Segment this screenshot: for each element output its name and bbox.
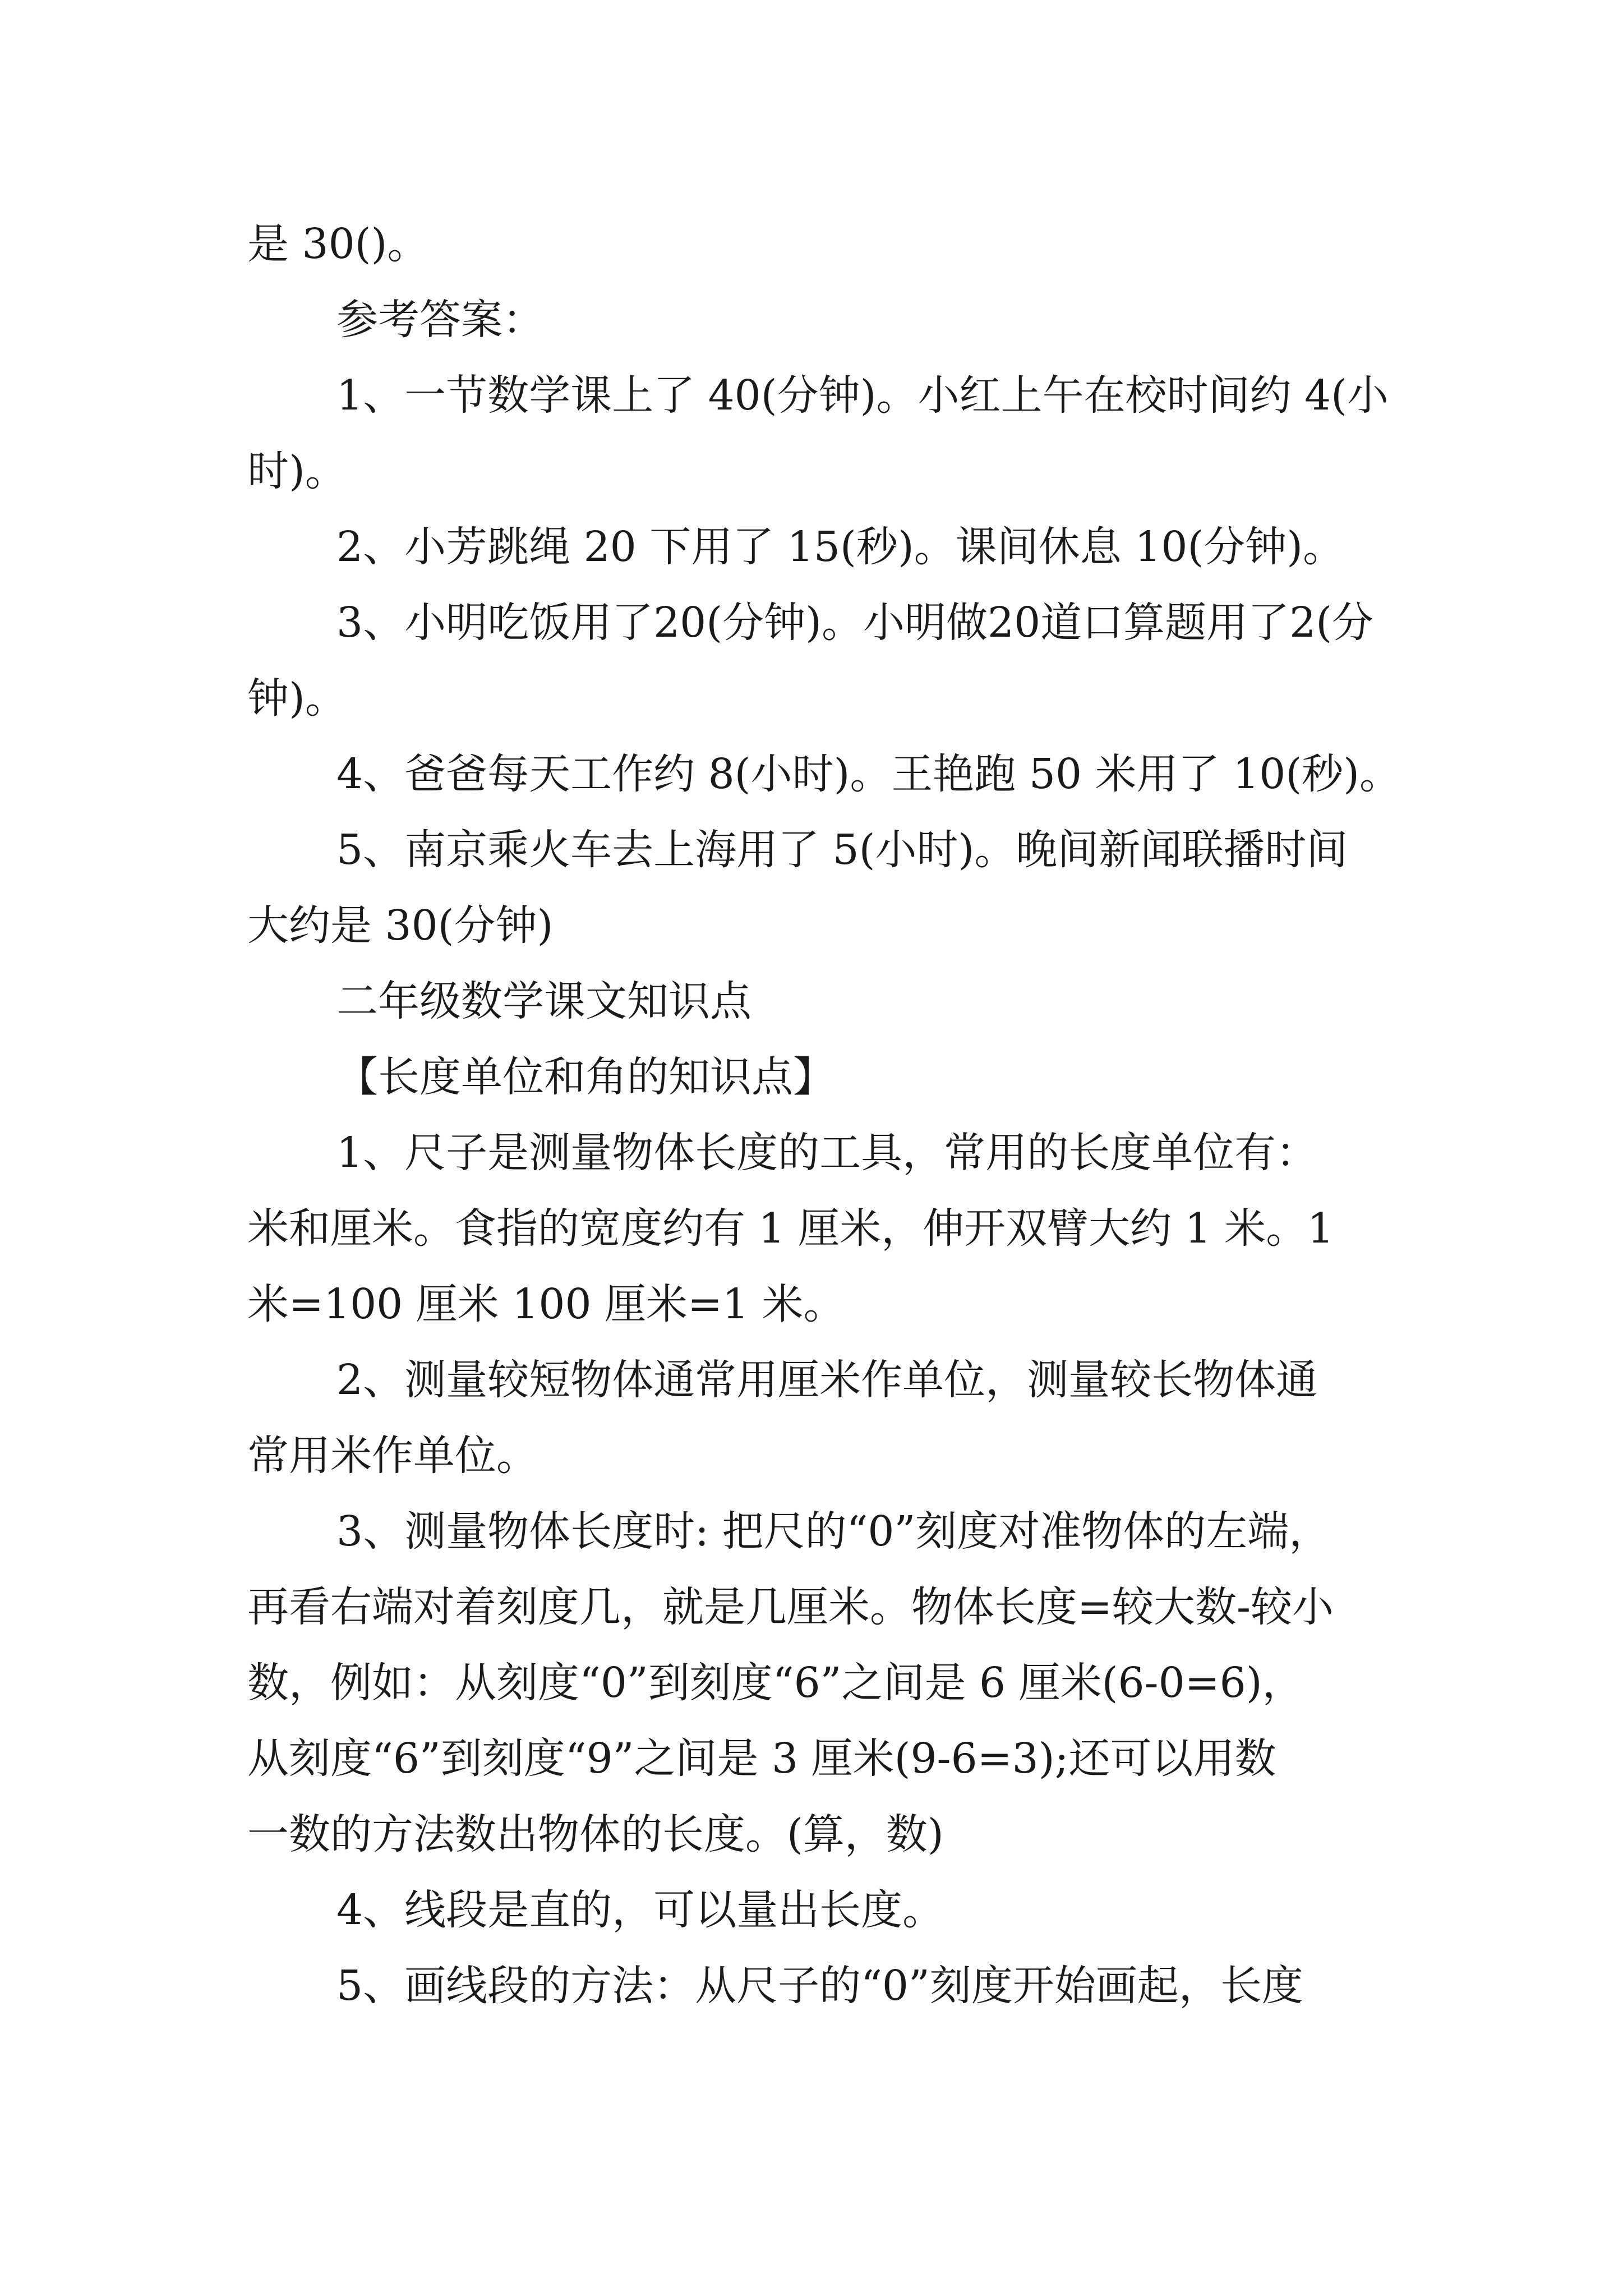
text-line: 米=100 厘米 100 厘米=1 米。 <box>247 1280 845 1328</box>
text-line: 数，例如：从刻度“0”到刻度“6”之间是 6 厘米(6-0=6)， <box>247 1659 1304 1707</box>
text-line: 大约是 30(分钟) <box>247 901 554 950</box>
text-line: 钟)。 <box>247 674 347 723</box>
text-line: 时)。 <box>247 447 347 495</box>
text-line: 二年级数学课文知识点 <box>336 977 751 1025</box>
text-line: 3、小明吃饭用了20(分钟)。小明做20道口算题用了2(分 <box>336 599 1374 647</box>
text-line: 4、爸爸每天工作约 8(小时)。王艳跑 50 米用了 10(秒)。 <box>336 750 1401 798</box>
text-line: 常用米作单位。 <box>247 1432 538 1480</box>
text-line: 是 30()。 <box>247 220 429 268</box>
text-line: 一数的方法数出物体的长度。(算，数) <box>247 1810 944 1858</box>
text-line: 1、一节数学课上了 40(分钟)。小红上午在校时间约 4(小 <box>336 371 1389 420</box>
text-line: 1、尺子是测量物体长度的工具，常用的长度单位有： <box>336 1129 1318 1177</box>
text-line: 5、画线段的方法：从尺子的“0”刻度开始画起，长度 <box>336 1962 1303 2010</box>
text-line: 3、测量物体长度时: 把尺的“0”刻度对准物体的左端， <box>336 1507 1331 1556</box>
text-line: 2、测量较短物体通常用厘米作单位，测量较长物体通 <box>336 1356 1318 1404</box>
text-line: 2、小芳跳绳 20 下用了 15(秒)。课间休息 10(分钟)。 <box>336 523 1345 571</box>
text-line: 再看右端对着刻度几，就是几厘米。物体长度=较大数-较小 <box>247 1583 1334 1631</box>
text-line: 【长度单位和角的知识点】 <box>336 1053 834 1101</box>
text-line: 5、南京乘火车去上海用了 5(小时)。晚间新闻联播时间 <box>336 826 1348 874</box>
text-line: 从刻度“6”到刻度“9”之间是 3 厘米(9-6=3);还可以用数 <box>247 1734 1276 1783</box>
text-line: 参考答案： <box>336 296 544 344</box>
text-line: 4、线段是直的，可以量出长度。 <box>336 1886 944 1934</box>
text-line: 米和厘米。食指的宽度约有 1 厘米，伸开双臂大约 1 米。1 <box>247 1204 1334 1253</box>
